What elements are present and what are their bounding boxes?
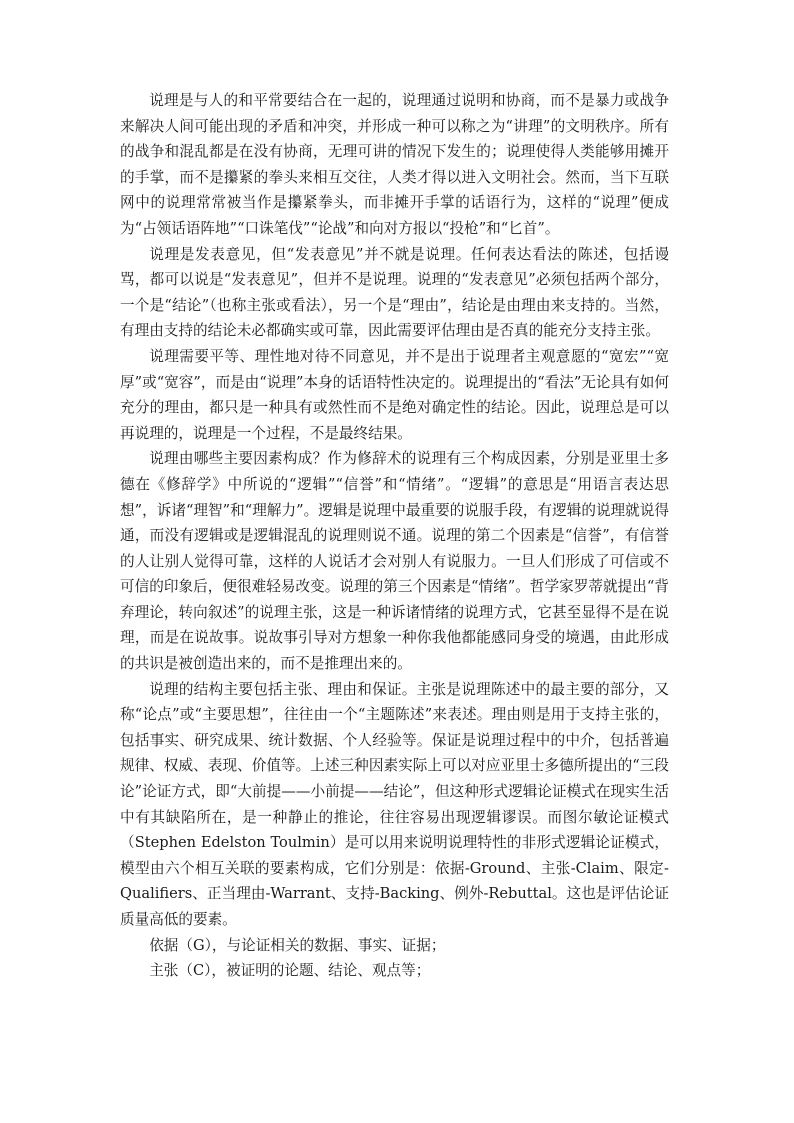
paragraph-2: 说理是发表意见，但“发表意见”并不就是说理。任何表达看法的陈述，包括谩骂，都可以说是“发表意见”，但并不是说理。说理的“发表意见”必须包括两个部分，一个是“结论”（也称主张或看法），另一个是“理由”，结论是由理由来支持的。当然，有理由支持的结论未必都确实或可靠，因此需要评估理由是否真的能充分支持主张。 (120, 245, 669, 340)
paragraph-5: 说理的结构主要包括主张、理由和保证。主张是说理陈述中的最主要的部分，又称“论点”或“主要思想”，往往由一个“主题陈述”来表述。理由则是用于支持主张的，包括事实、研究成果、统计数据、个人经验等。保证是说理过程中的中介，包括普遍规律、权威、表现、价值等。上述三种因素实际上可以对应亚里士多德所提出的“三段论”论证方式，即“大前提——小前提——结论”，但这种形式逻辑论证模式在现实生活中有其缺陷所在，是一种静止的推论，往往容易出现逻辑谬误。而图尔敏论证模式（Stephen Edelston Toulmin）是可以用来说明说理特性的非形式逻辑论证模式，模型由六个相互关联的要素构成，它们分别是：依据-Ground、主张-Claim、限定-Qualifiers、正当理由-Warrant、支持-Backing、例外-Rebuttal。这也是评估论证质量高低的要素。 (120, 680, 669, 928)
paragraph-3: 说理需要平等、理性地对待不同意见，并不是出于说理者主观意愿的“宽宏”“宽厚”或“宽容”，而是由“说理”本身的话语特性决定的。说理提出的“看法”无论具有如何充分的理由，都只是一种具有或然性而不是绝对确定性的结论。因此，说理总是可以再说理的，说理是一个过程，不是最终结果。 (120, 347, 669, 442)
document-body (120, 88, 669, 984)
paragraph-1: 说理是与人的和平常要结合在一起的，说理通过说明和协商，而不是暴力或战争来解决人间可能出现的矛盾和冲突，并形成一种可以称之为“讲理”的文明秩序。所有的战争和混乱都是在没有协商，无理可讲的情况下发生的；说理使得人类能够用摊开的手掌，而不是攥紧的拳头来相互交往，人类才得以进入文明社会。然而，当下互联网中的说理常常被当作是攥紧拳头，而非摊开手掌的话语行为，这样的“说理”便成为“占领话语阵地”“口诛笔伐”“论战”和向对方报以“投枪”和“匕首”。 (120, 92, 669, 237)
paragraph-7: 主张（C），被证明的论题、结论、观点等； (149, 962, 431, 980)
paragraph-4: 说理由哪些主要因素构成？作为修辞术的说理有三个构成因素，分别是亚里士多德在《修辞学》中所说的“逻辑”“信誉”和“情绪”。“逻辑”的意思是“用语言表达思想”，诉诸“理智”和“理解力”。逻辑是说理中最重要的说服手段，有逻辑的说理就说得通，而没有逻辑或是逻辑混乱的说理则说不通。说理的第二个因素是“信誉”，有信誉的人让别人觉得可靠，这样的人说话才会对别人有说服力。一旦人们形成了可信或不可信的印象后，便很难轻易改变。说理的第三个因素是“情绪”。哲学家罗蒂就提出“背弃理论，转向叙述”的说理主张，这是一种诉诸情绪的说理方式，它甚至显得不是在说理，而是在说故事。说故事引导对方想象一种你我他都能感同身受的境遇，由此形成的共识是被创造出来的，而不是推理出来的。 (120, 450, 669, 673)
paragraph-6: 依据（G），与论证相关的数据、事实、证据； (149, 936, 446, 954)
